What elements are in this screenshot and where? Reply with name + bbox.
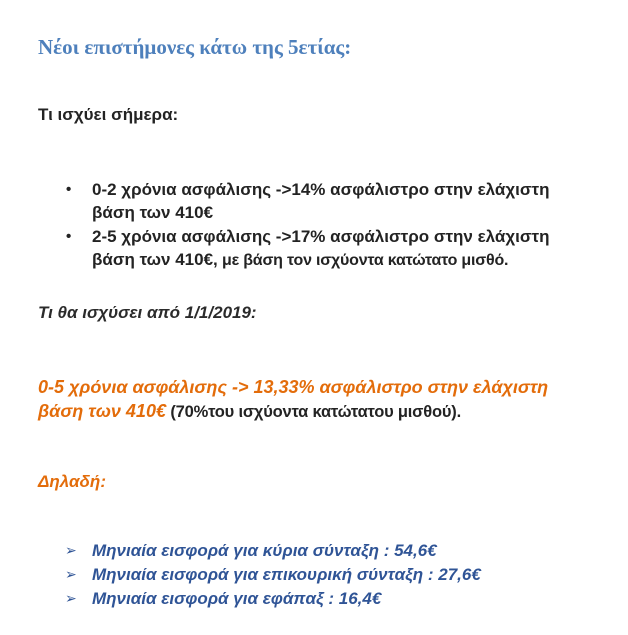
future-rules-paragraph xyxy=(38,375,590,424)
current-rules-list xyxy=(38,178,594,272)
future-rule-highlight: 0-5 χρόνια ασφάλισης -> 13,33% ασφάλιστρο στην ελάχιστη βάση των 410€ xyxy=(38,377,549,421)
contribution-item xyxy=(65,563,594,587)
bullet-item-main: 0-2 χρόνια ασφάλισης ->14% ασφάλιστρο στην ελάχιστη βάση των 410€ xyxy=(92,180,550,222)
bullet-item-tail: με βάση τον ισχύοντα κατώτατο μισθό. xyxy=(217,252,509,269)
future-rules-heading: Τι θα ισχύσει από 1/1/2019: xyxy=(38,303,257,322)
bullet-dot-icon: • xyxy=(66,181,72,198)
arrow-bullet-icon: ➢ xyxy=(65,591,77,607)
contribution-item xyxy=(65,539,594,563)
bullet-item xyxy=(66,225,594,272)
future-rule-note: (70%του ισχύοντα κατώτατου μισθού). xyxy=(165,403,461,421)
document-title: Νέοι επιστήμονες κάτω της 5ετίας: xyxy=(38,35,352,59)
contribution-list xyxy=(38,539,594,611)
arrow-bullet-icon: ➢ xyxy=(65,567,77,583)
contribution-item-text: Μηνιαία εισφορά για κύρια σύνταξη : 54,6€ xyxy=(92,541,437,560)
bullet-item xyxy=(66,178,594,225)
contribution-item-text: Μηνιαία εισφορά για εφάπαξ : 16,4€ xyxy=(92,589,382,608)
arrow-bullet-icon: ➢ xyxy=(65,543,77,559)
bullet-item-main: 2-5 χρόνια ασφάλισης ->17% ασφάλιστρο στην ελάχιστη βάση των 410€, xyxy=(92,227,550,269)
bullet-dot-icon: • xyxy=(66,228,72,245)
current-rules-heading: Τι ισχύει σήμερα: xyxy=(38,105,179,124)
contribution-item xyxy=(65,587,594,611)
bullet-item-text xyxy=(92,178,594,225)
bullet-item-text xyxy=(92,225,594,272)
contribution-item-text: Μηνιαία εισφορά για επικουρική σύνταξη : 27,6€ xyxy=(92,565,481,584)
summary-heading: Δηλαδή: xyxy=(38,472,106,491)
